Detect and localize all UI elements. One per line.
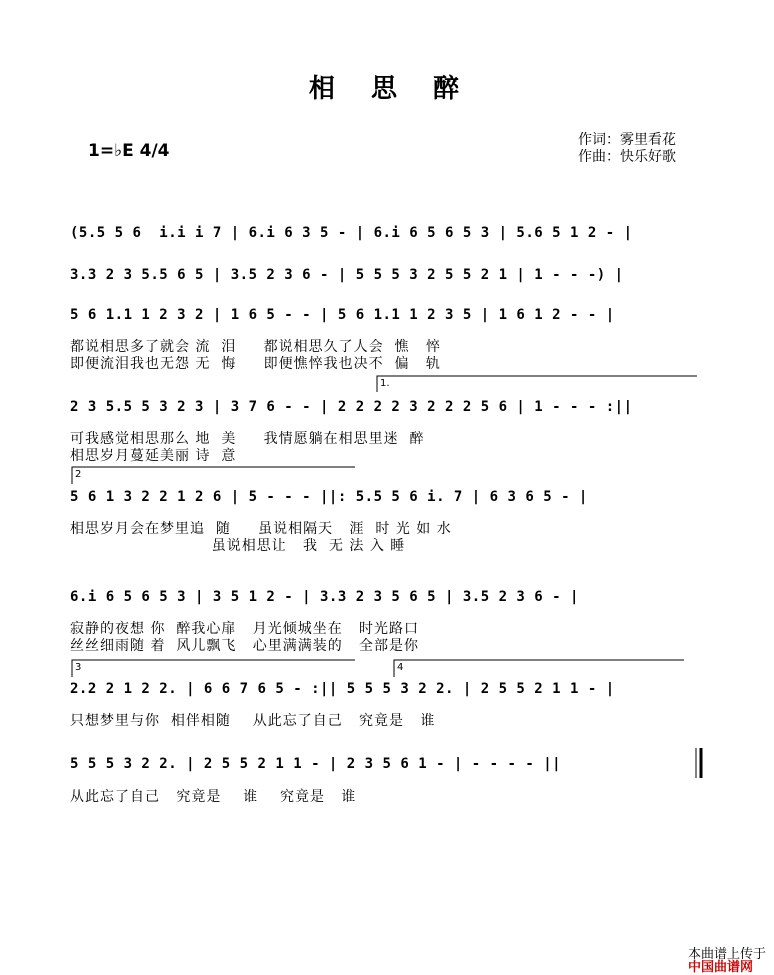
lyrics-line-6a: 寂静的夜想 你 醉我心扉 月光倾城坐在 时光路口 [70,621,420,637]
volta-4-bracket [394,660,684,677]
volta-3-bracket [72,660,355,677]
lyrics-line-4b: 相思岁月蔓延美丽 诗 意 [70,448,237,464]
lyricist-credit: 作词：雾里看花 [578,132,676,148]
volta-1-bracket [377,376,697,392]
notation-line-5: 5 6 1 3 2 2 1 2 6 | 5 - - - ||: 5.5 5 6 i. 7 | 6 3 6 5 - | [70,489,588,505]
lyrics-line-5b: 虽说相思让 我 无 法 入 睡 [70,538,406,554]
source-text: 本曲谱上传于 [687,947,766,962]
notation-line-3: 5 6 1.1 1 2 3 2 | 1 6 5 - - | 5 6 1.1 1 2 3 5 | 1 6 1 2 - - | [70,307,615,323]
notation-line-7: 2.2 2 1 2 2. | 6 6 7 6 5 - :|| 5 5 5 3 2 2. | 2 5 5 2 1 1 - | [70,681,615,697]
lyrics-line-3a: 都说相思多了就会 流 泪 都说相思久了人会 憔 悴 [70,339,441,355]
lyrics-line-6b: 丝丝细雨随 着 风儿飘飞 心里满满装的 全部是你 [70,638,420,654]
lyrics-line-5a: 相思岁月会在梦里追 随 虽说相隔天 涯 时 光 如 水 [70,521,452,537]
composer-credit: 作曲：快乐好歌 [578,149,676,165]
site-logo[interactable]: 中国曲谱网 [687,960,753,975]
volta-4-label: 4 [397,662,404,673]
volta-1-label: 1. [380,378,390,389]
notation-line-8: 5 5 5 3 2 2. | 2 5 5 2 1 1 - | 2 3 5 6 1 - | - - - - || [70,756,562,772]
notation-line-4: 2 3 5.5 5 3 2 3 | 3 7 6 - - | 2 2 2 2 3 2 2 2 5 6 | 1 - - - :|| [70,399,633,415]
song-title: 相 思 醉 [308,74,466,104]
lyrics-line-3b: 即便流泪我也无怨 无 悔 即便憔悴我也决不 偏 轨 [70,356,441,372]
volta-2-label: 2 [75,469,82,480]
lyrics-line-4a: 可我感觉相思那么 地 美 我情愿躺在相思里迷 醉 [70,431,425,447]
notation-line-6: 6.i 6 5 6 5 3 | 3 5 1 2 - | 3.3 2 3 5 6 5 | 3.5 2 3 6 - | [70,589,579,605]
lyrics-line-8a: 从此忘了自己 究竟是 谁 究竟是 谁 [70,789,357,805]
volta-3-label: 3 [75,662,82,673]
key-time-signature: 1=♭E 4/4 [88,141,170,161]
notation-line-1: (5.5 5 6 i.i i 7 | 6.i 6 3 5 - | 6.i 6 5 6 5 3 | 5.6 5 1 2 - | [70,225,633,241]
lyrics-line-7a: 只想梦里与你 相伴相随 从此忘了自己 究竟是 谁 [70,713,436,729]
notation-line-2: 3.3 2 3 5.5 6 5 | 3.5 2 3 6 - | 5 5 5 3 2 5 5 2 1 | 1 - - -) | [70,267,624,283]
volta-2-bracket [72,467,355,484]
